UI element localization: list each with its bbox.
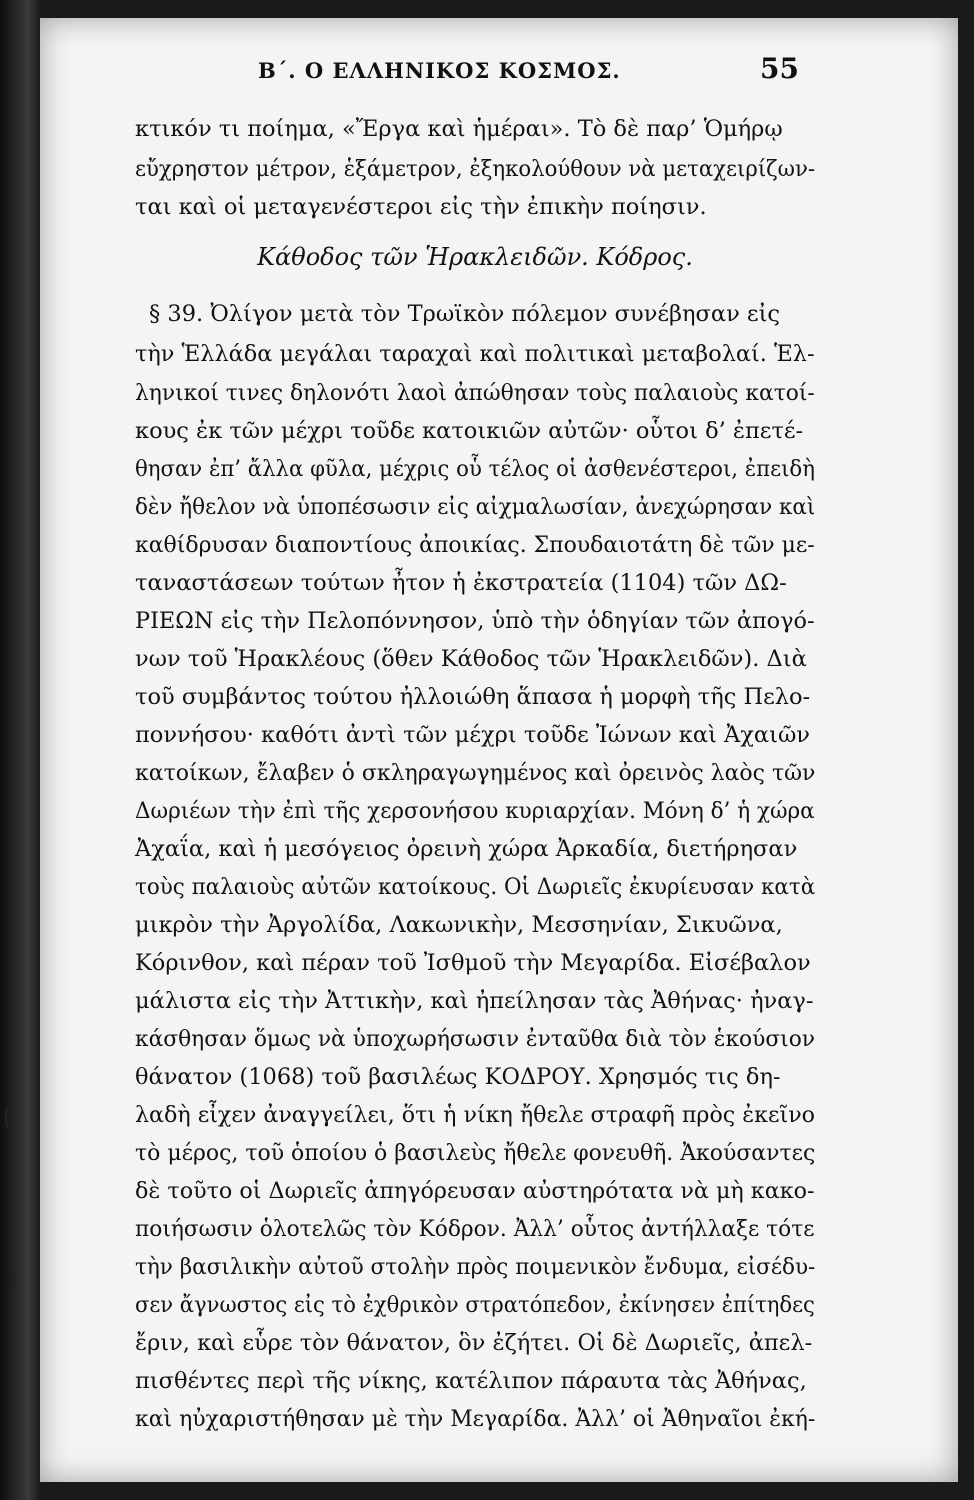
text-line: καὶ ηὐχαριστήθησαν μὲ τὴν Μεγαρίδα. Ἀλλ’ οἱ Ἀθηναῖοι ἐκή- (135, 1406, 816, 1432)
text-line: πισθέντες περὶ τῆς νίκης, κατέλιπον πάραυτα τὰς Ἀθήνας, (135, 1368, 807, 1394)
text-line: θάνατον (1068) τοῦ βασιλέως ΚΟΔΡΟΥ. Χρησμός τις δη- (135, 1064, 781, 1090)
text-line: μικρὸν τὴν Ἀργολίδα, Λακωνικὴν, Μεσσηνίαν, Σικυῶνα, (135, 912, 783, 938)
text-line: Ἀχαΐα, καὶ ἡ μεσόγειος ὀρεινὴ χώρα Ἀρκαδία, διετήρησαν (135, 836, 798, 862)
text-line: κάσθησαν ὅμως νὰ ὑποχωρήσωσιν ἐνταῦθα διὰ τὸν ἑκούσιον (135, 1026, 816, 1052)
text-line: τὸ μέρος, τοῦ ὁποίου ὁ βασιλεὺς ἤθελε φονευθῆ. Ἀκούσαντες (135, 1140, 816, 1166)
text-line: δὲν ἤθελον νὰ ὑποπέσωσιν εἰς αἰχμαλωσίαν, ἀνεχώρησαν καὶ (135, 494, 816, 520)
text-line: § 39. Ὀλίγον μετὰ τὸν Τρωϊκὸν πόλεμον συνέβησαν εἰς (149, 301, 780, 327)
text-line: καθίδρυσαν διαποντίους ἀποικίας. Σπουδαιοτάτη δὲ τῶν με- (135, 532, 815, 558)
text-line: τοῦ συμβάντος τούτου ἠλλοιώθη ἅπασα ἡ μορφὴ τῆς Πελο- (135, 684, 811, 710)
text-line: ταναστάσεων τούτων ἦτον ἡ ἐκστρατεία (1104) τῶν ΔΩ- (135, 570, 787, 596)
text-line: εὔχρηστον μέτρον, ἑξάμετρον, ἐξηκολούθουν νὰ μεταχειρίζων- (135, 156, 816, 182)
header-title: Β΄. Ο ΕΛΛΗΝΙΚΟΣ ΚΟΣΜΟΣ. (258, 58, 621, 83)
text-line: τὴν βασιλικὴν αὐτοῦ στολὴν πρὸς ποιμενικὸν ἔνδυμα, εἰσέδυ- (135, 1254, 816, 1280)
text-line: Κόρινθον, καὶ πέραν τοῦ Ἰσθμοῦ τὴν Μεγαρίδα. Εἰσέβαλον (135, 950, 811, 976)
margin-bracket-mark: ( (2, 1100, 14, 1135)
text-line: σεν ἄγνωστος εἰς τὸ ἐχθρικὸν στρατόπεδον, ἐκίνησεν ἐπίτηδες (135, 1292, 815, 1318)
text-line: κτικόν τι ποίημα, «Ἔργα καὶ ἡμέραι». Τὸ δὲ παρ’ Ὁμήρῳ (135, 116, 783, 142)
text-line: κους ἐκ τῶν μέχρι τοῦδε κατοικιῶν αὐτῶν· οὗτοι δ’ ἐπετέ- (135, 418, 804, 444)
section-subheading: Κάθοδος τῶν Ἡρακλειδῶν. Κόδρος. (257, 243, 693, 271)
text-line: ποννήσου· καθότι ἀντὶ τῶν μέχρι τοῦδε Ἰώνων καὶ Ἀχαιῶν (135, 722, 810, 748)
text-line: τὴν Ἑλλάδα μεγάλαι ταραχαὶ καὶ πολιτικαὶ μεταβολαί. Ἑλ- (135, 341, 815, 367)
text-line: νων τοῦ Ἡρακλέους (ὅθεν Κάθοδος τῶν Ἡρακλειδῶν). Διὰ (135, 646, 807, 672)
text-line: δὲ τοῦτο οἱ Δωριεῖς ἀπηγόρευσαν αὐστηρότατα νὰ μὴ κακο- (135, 1178, 815, 1204)
text-line: τοὺς παλαιοὺς αὐτῶν κατοίκους. Οἱ Δωριεῖς ἐκυρίευσαν κατὰ (135, 874, 816, 900)
page-number: 55 (760, 52, 799, 85)
margin-bracket-mark: ) (6, 1262, 18, 1297)
text-line: κατοίκων, ἔλαβεν ὁ σκληραγωγημένος καὶ ὀρεινὸς λαὸς τῶν (135, 760, 816, 786)
text-line: μάλιστα εἰς τὴν Ἀττικὴν, καὶ ἠπείλησαν τὰς Ἀθήνας· ἠναγ- (135, 988, 814, 1014)
text-line: Δωριέων τὴν ἐπὶ τῆς χερσονήσου κυριαρχίαν. Μόνη δ’ ἡ χώρα (135, 798, 815, 824)
text-line: ληνικοί τινες δηλονότι λαοὶ ἀπώθησαν τοὺς παλαιοὺς κατοί- (135, 380, 815, 406)
text-line: λαδὴ εἶχεν ἀναγγείλει, ὅτι ἡ νίκη ἤθελε στραφῆ πρὸς ἐκεῖνο (135, 1102, 816, 1128)
text-line: ΡΙΕΩΝ εἰς τὴν Πελοπόννησον, ὑπὸ τὴν ὁδηγίαν τῶν ἀπογό- (135, 608, 815, 634)
text-line: ποιήσωσιν ὁλοτελῶς τὸν Κόδρον. Ἀλλ’ οὗτος ἀντήλλαξε τότε (135, 1216, 815, 1242)
text-line: θησαν ἐπ’ ἄλλα φῦλα, μέχρις οὗ τέλος οἱ ἀσθενέστεροι, ἐπειδὴ (135, 456, 815, 482)
text-line: ἔριν, καὶ εὗρε τὸν θάνατον, ὃν ἐζήτει. Οἱ δὲ Δωριεῖς, ἀπελ- (135, 1330, 813, 1356)
text-line: ται καὶ οἱ μεταγενέστεροι εἰς τὴν ἐπικὴν ποίησιν. (135, 194, 707, 220)
